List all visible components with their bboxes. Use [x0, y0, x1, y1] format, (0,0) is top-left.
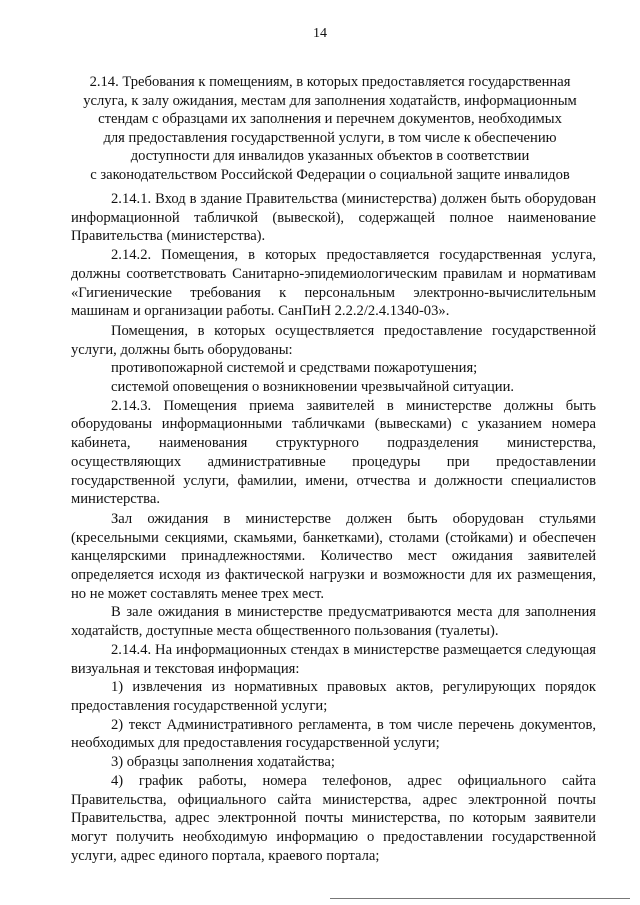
list-item-4: 4) график работы, номера телефонов, адрес официального сайта Правительства, официального сайта министерства, адрес электронной почты Правительства, адрес электронной почты министерства, по которым заявители могут получить необходимую информацию о предоставлении государственной услуги, адрес единого портала, краевого портала;: [71, 772, 596, 864]
list-item-fire-protection: противопожарной системой и средствами пожаротушения;: [111, 360, 478, 377]
heading-line: для предоставления государственной услуги, в том числе к обеспечению: [103, 129, 557, 146]
bottom-rule: [330, 898, 630, 899]
paragraph-filling-places: В зале ожидания в министерстве предусматриваются места для заполнения ходатайств, доступные места общественного пользования (туалеты).: [71, 604, 596, 640]
heading-line: 2.14. Требования к помещениям, в которых предоставляется государственная: [89, 74, 571, 90]
list-item-1: 1) извлечения из нормативных правовых актов, регулирующих порядок предоставления государственной услуги;: [71, 679, 596, 714]
heading-line: услуга, к залу ожидания, местам для заполнения ходатайств, информационным: [83, 92, 577, 109]
paragraph-2-14-2: 2.14.2. Помещения, в которых предоставляется государственная услуга, должны соответствовать Санитарно-эпидемиологическим правилам и нормативам «Гигиенические требования к персональным электронно-вычислительным машинам и организации работы. СанПиН 2.2.2/2.4.1340-03».: [71, 247, 596, 320]
paragraph-waiting-hall: Зал ожидания в министерстве должен быть оборудован стульями (кресельными секциями, скамьями, банкетками), столами (стойками) и обеспечен канцелярскими принадлежностями. Количество мест ожидания заявителей определяется исходя из фактической нагрузки и возможности для их размещения, но не может составлять менее трех мест.: [71, 510, 596, 602]
page-number: 14: [313, 26, 327, 41]
section-heading: [70, 73, 590, 185]
paragraph-2-14-3: 2.14.3. Помещения приема заявителей в министерстве должны быть оборудованы информационными табличками (вывесками) с указанием номера кабинета, наименования структурного подразделения министерства, осуществляющих административные процедуры при предоставлении государственной услуги, фамилии, имени, отчества и должности специалистов министерства.: [71, 397, 596, 508]
document-body: [71, 190, 596, 865]
heading-line: с законодательством Российской Федерации о социальной защите инвалидов: [90, 166, 570, 183]
heading-line: доступности для инвалидов указанных объектов в соответствии: [130, 148, 530, 165]
paragraph-premises-equipment: Помещения, в которых осуществляется предоставление государственной услуги, должны быть оборудованы:: [71, 322, 596, 358]
list-item-emergency-alert: системой оповещения о возникновении чрезвычайной ситуации.: [111, 379, 515, 396]
paragraph-2-14-4: 2.14.4. На информационных стендах в министерстве размещается следующая визуальная и текстовая информация:: [71, 641, 596, 677]
list-item-2: 2) текст Административного регламента, в том числе перечень документов, необходимых для предоставления государственной услуги;: [71, 716, 596, 752]
list-item-3: 3) образцы заполнения ходатайства;: [111, 754, 335, 771]
heading-line: стендам с образцами их заполнения и перечнем документов, необходимых: [98, 111, 562, 128]
paragraph-2-14-1: 2.14.1. Вход в здание Правительства (министерства) должен быть оборудован информационной табличкой (вывеской), содержащей полное наименование Правительства (министерства).: [71, 191, 596, 245]
